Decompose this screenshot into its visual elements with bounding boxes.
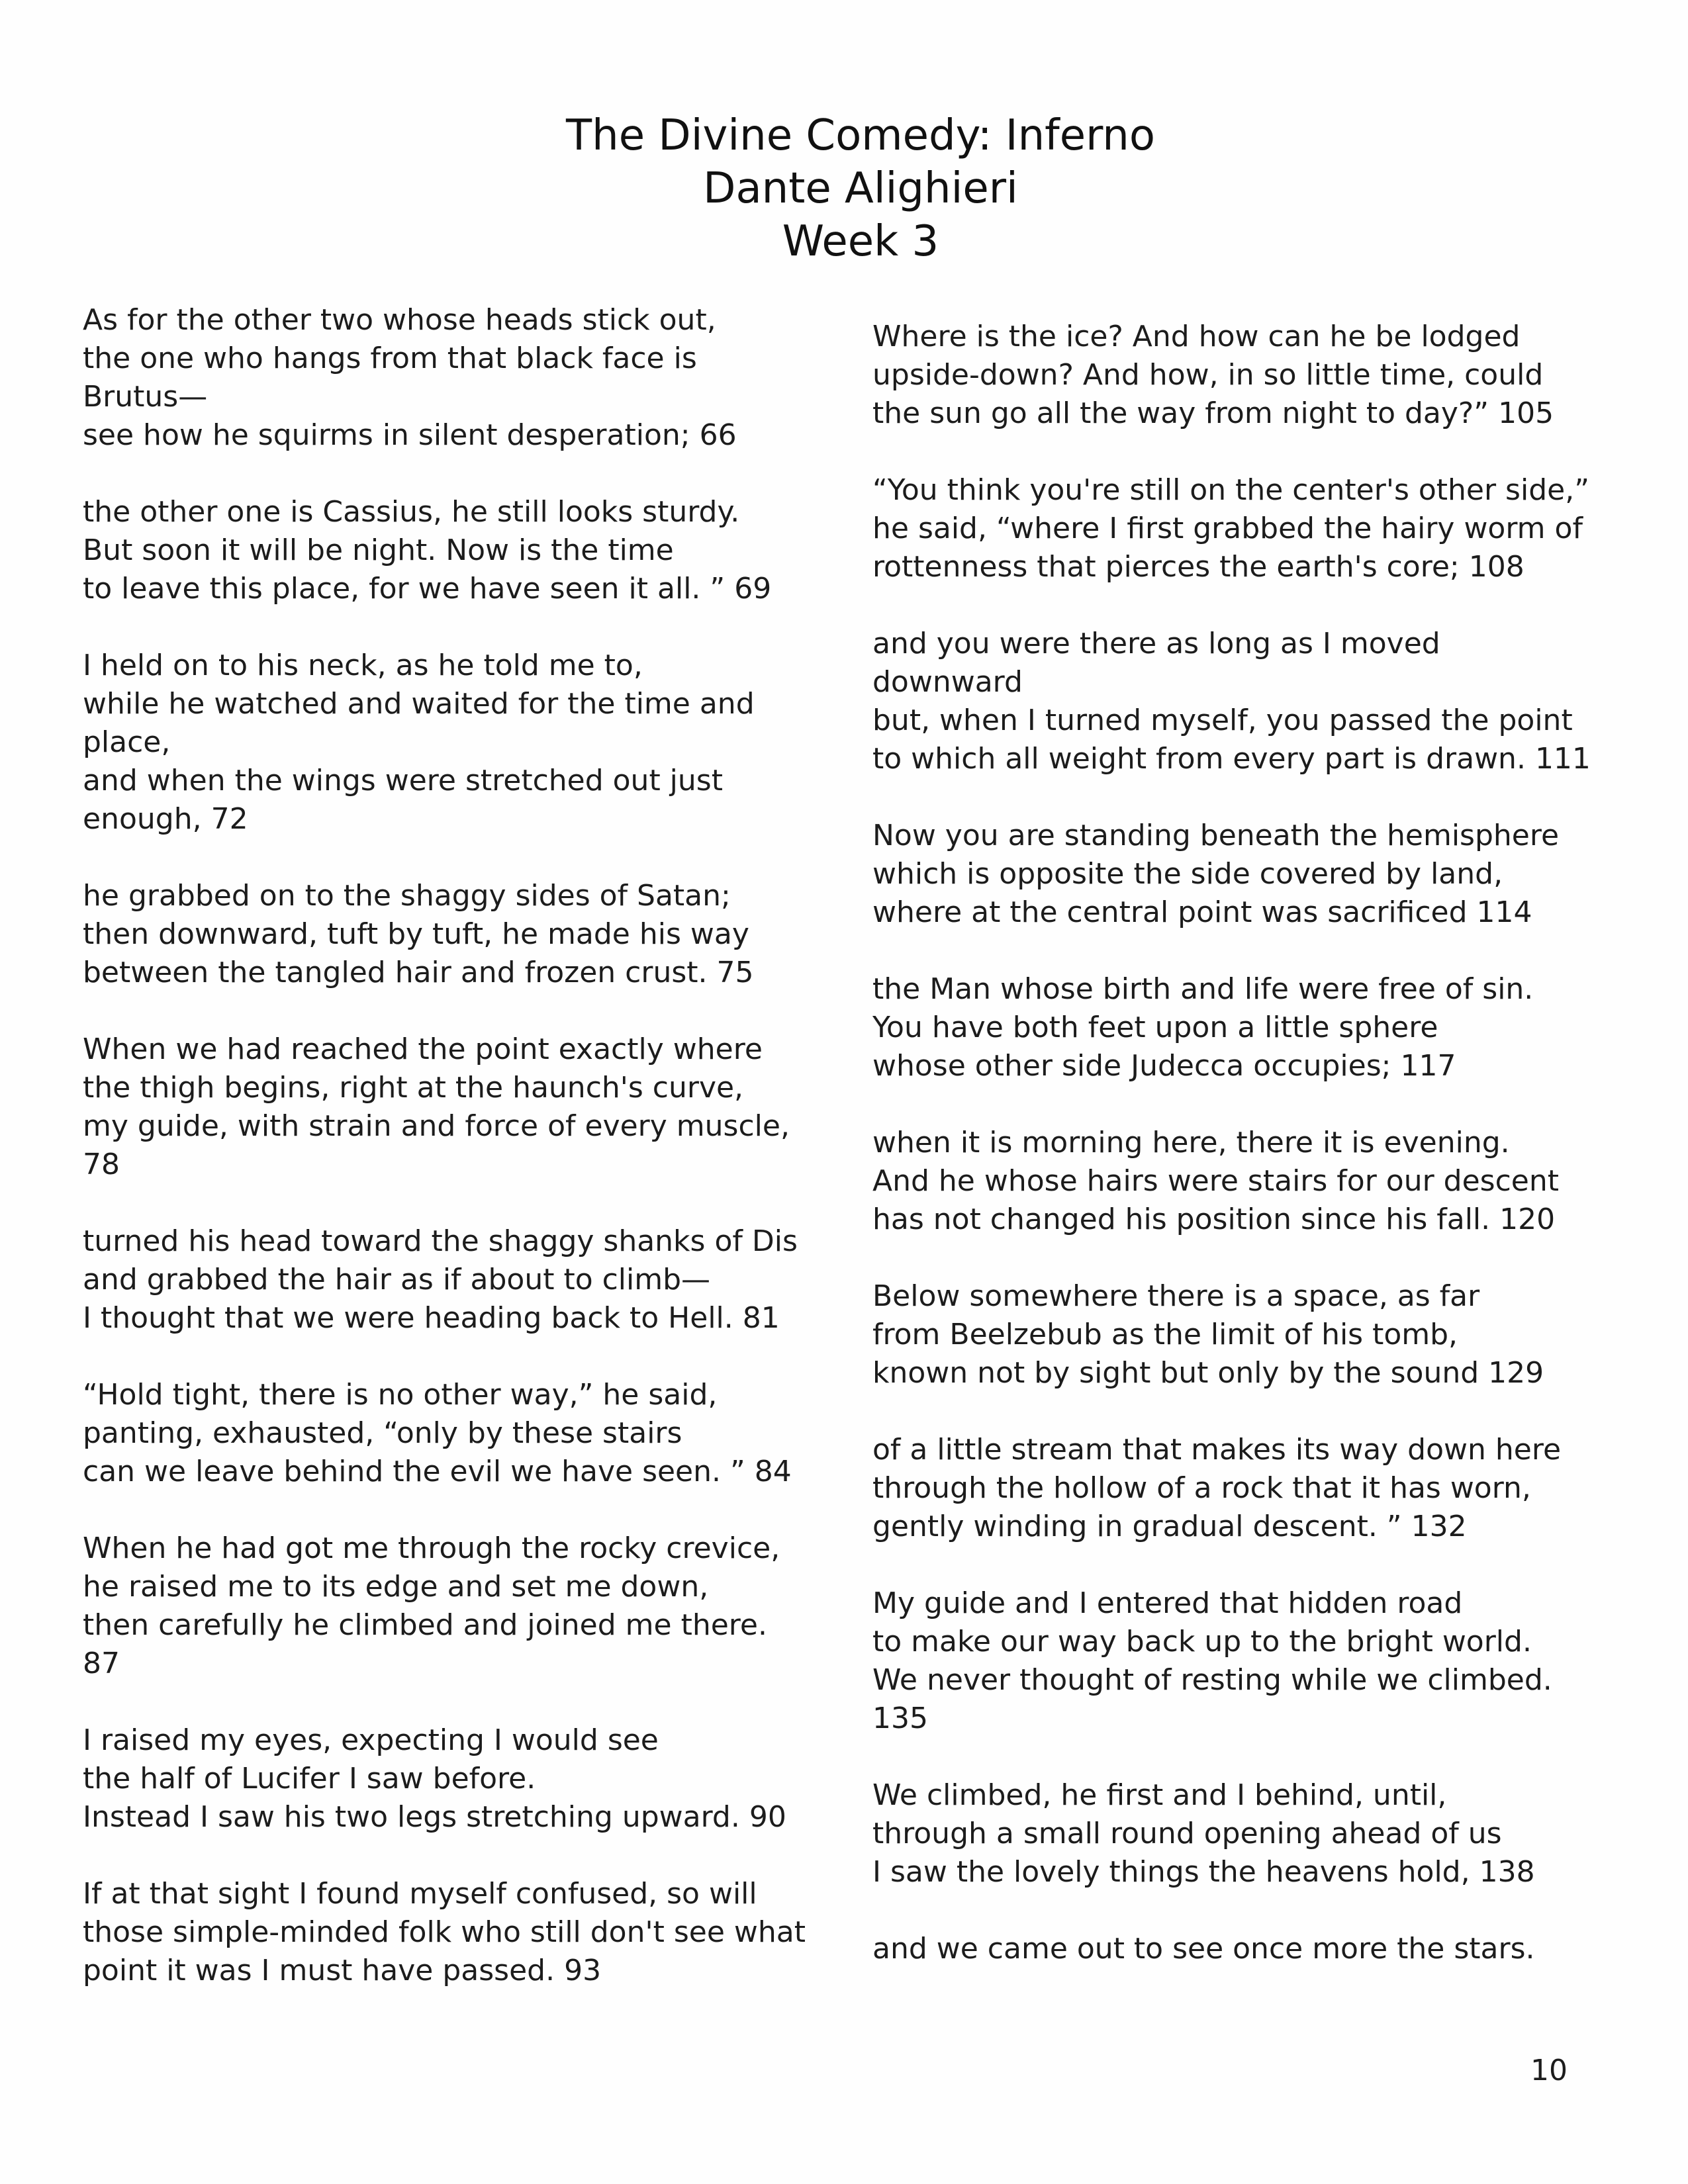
verse-line — [83, 800, 814, 839]
verse-line — [872, 1584, 1607, 1623]
verse-line — [83, 1107, 814, 1146]
verse-text: and we came out to see once more the stars. — [872, 1932, 1535, 1966]
verse-text: place, — [83, 725, 171, 759]
verse-text: to leave this place, for we have seen it all. ” — [83, 572, 726, 606]
verse-line — [872, 1469, 1607, 1508]
line-number: 78 — [83, 1148, 120, 1181]
stanza — [83, 1222, 814, 1338]
verse-line — [83, 723, 814, 762]
verse-text: As for the other two whose heads stick out, — [83, 303, 716, 337]
verse-text: and you were there as long as I moved — [872, 627, 1440, 660]
verse-line — [83, 340, 814, 378]
verse-line — [83, 1875, 814, 1913]
verse-line — [83, 570, 814, 608]
verse-text: the thigh begins, right at the haunch's curve, — [83, 1071, 744, 1105]
left-column — [83, 301, 814, 2028]
verse-text: Below somewhere there is a space, as far — [872, 1279, 1480, 1313]
verse-text: Where is the ice? And how can he be lodged — [872, 320, 1521, 353]
verse-line — [872, 510, 1607, 548]
right-column — [872, 318, 1607, 2007]
verse-line — [83, 1798, 814, 1837]
stanza — [872, 1431, 1607, 1546]
line-number: 138 — [1479, 1855, 1535, 1889]
stanza — [872, 970, 1607, 1085]
verse-text: Brutus— — [83, 380, 208, 414]
verse-text: the Man whose birth and life were free of sin. — [872, 972, 1534, 1006]
verse-line — [872, 625, 1607, 663]
line-number: 93 — [564, 1954, 602, 1987]
stanza — [872, 471, 1607, 586]
verse-line — [83, 531, 814, 570]
stanza — [872, 1776, 1607, 1891]
verse-text: my guide, with strain and force of every muscle, — [83, 1109, 790, 1143]
verse-line — [872, 1354, 1607, 1392]
verse-text: can we leave behind the evil we have seen. ” — [83, 1455, 745, 1488]
verse-text: which is opposite the side covered by land, — [872, 857, 1503, 891]
verse-line — [83, 1721, 814, 1760]
verse-text: and when the wings were stretched out just — [83, 764, 723, 797]
stanza — [83, 1376, 814, 1491]
verse-line — [872, 1124, 1607, 1162]
verse-text: panting, exhausted, “only by these stairs — [83, 1416, 682, 1450]
verse-line — [83, 1030, 814, 1069]
verse-text: of a little stream that makes its way down here — [872, 1433, 1562, 1467]
stanza — [872, 1930, 1607, 1968]
verse-line — [872, 1277, 1607, 1316]
verse-text: Now you are standing beneath the hemisphere — [872, 819, 1560, 852]
verse-text: rottenness that pierces the earth's core; — [872, 550, 1460, 584]
verse-line — [83, 1414, 814, 1453]
verse-line — [83, 416, 814, 455]
document-author: Dante Alighieri — [703, 164, 1018, 213]
verse-line — [872, 663, 1607, 702]
verse-text: then carefully he climbed and joined me there. — [83, 1608, 767, 1642]
verse-text: upside-down? And how, in so little time, could — [872, 358, 1544, 392]
verse-text: to which all weight from every part is drawn. — [872, 742, 1526, 776]
verse-text: known not by sight but only by the sound — [872, 1356, 1479, 1390]
verse-text: when it is morning here, there it is evening. — [872, 1126, 1510, 1160]
verse-text: You have both feet upon a little sphere — [872, 1011, 1438, 1044]
line-number: 135 — [872, 1702, 928, 1735]
verse-text: I saw the lovely things the heavens hold, — [872, 1855, 1470, 1889]
verse-line — [83, 1376, 814, 1414]
verse-line — [872, 1930, 1607, 1968]
line-number: 105 — [1498, 396, 1554, 430]
verse-text: then downward, tuft by tuft, he made his way — [83, 917, 749, 951]
verse-text: We never thought of resting while we climbed. — [872, 1663, 1552, 1697]
line-number: 132 — [1411, 1510, 1467, 1543]
verse-line — [83, 1453, 814, 1491]
verse-line — [872, 1508, 1607, 1546]
verse-text: while he watched and waited for the time and — [83, 687, 755, 721]
verse-line — [872, 1853, 1607, 1891]
verse-text: through the hollow of a rock that it has worn, — [872, 1471, 1531, 1505]
document-header — [530, 109, 1192, 268]
verse-text: the half of Lucifer I saw before. — [83, 1762, 536, 1796]
verse-text: between the tangled hair and frozen crust. — [83, 956, 708, 989]
verse-line — [83, 685, 814, 723]
verse-line — [83, 762, 814, 800]
verse-text: “You think you're still on the center's other side,” — [872, 473, 1589, 507]
verse-text: he raised me to its edge and set me down, — [83, 1570, 709, 1604]
verse-text: gently winding in gradual descent. ” — [872, 1510, 1402, 1543]
line-number: 111 — [1534, 742, 1591, 776]
stanza — [872, 1277, 1607, 1392]
verse-line — [872, 1700, 1607, 1738]
stanza — [83, 1875, 814, 1990]
verse-line — [872, 1316, 1607, 1354]
line-number: 114 — [1476, 895, 1532, 929]
verse-line — [872, 1623, 1607, 1661]
verse-line — [872, 394, 1607, 433]
stanza — [872, 318, 1607, 433]
stanza — [872, 625, 1607, 778]
verse-text: where at the central point was sacrificed — [872, 895, 1468, 929]
line-number: 108 — [1468, 550, 1524, 584]
line-number: 66 — [699, 418, 737, 452]
verse-line — [872, 893, 1607, 932]
verse-text: he grabbed on to the shaggy sides of Satan; — [83, 879, 731, 913]
document-title: The Divine Comedy: Inferno — [566, 111, 1155, 160]
verse-line — [872, 356, 1607, 394]
verse-line — [872, 1776, 1607, 1815]
verse-text: but, when I turned myself, you passed the point — [872, 704, 1573, 737]
verse-text: When he had got me through the rocky crevice, — [83, 1531, 780, 1565]
verse-line — [83, 301, 814, 340]
document-week: Week 3 — [782, 217, 939, 266]
line-number: 75 — [716, 956, 754, 989]
page-number: 10 — [1530, 2054, 1568, 2087]
verse-text: My guide and I entered that hidden road — [872, 1586, 1463, 1620]
verse-line — [872, 817, 1607, 855]
verse-line — [83, 1952, 814, 1990]
line-number: 129 — [1488, 1356, 1544, 1390]
verse-text: has not changed his position since his fall. — [872, 1203, 1491, 1236]
line-number: 120 — [1499, 1203, 1556, 1236]
line-number: 117 — [1400, 1049, 1456, 1083]
verse-line — [83, 1913, 814, 1952]
verse-line — [83, 1760, 814, 1798]
verse-text: If at that sight I found myself confused, so will — [83, 1877, 757, 1911]
stanza — [83, 1721, 814, 1837]
verse-text: and grabbed the hair as if about to climb— — [83, 1263, 711, 1297]
verse-line — [83, 1069, 814, 1107]
verse-line — [872, 740, 1607, 778]
line-number: 90 — [749, 1800, 786, 1834]
line-number: 81 — [742, 1301, 780, 1335]
verse-line — [872, 1047, 1607, 1085]
verse-line — [872, 548, 1607, 586]
stanza — [872, 817, 1607, 932]
verse-line — [872, 702, 1607, 740]
stanza — [83, 1030, 814, 1184]
stanza — [83, 301, 814, 455]
stanza — [83, 1529, 814, 1683]
verse-line — [83, 1222, 814, 1261]
verse-text: those simple-minded folk who still don't see what — [83, 1915, 806, 1949]
stanza — [872, 1584, 1607, 1738]
verse-text: But soon it will be night. Now is the time — [83, 533, 674, 567]
line-number: 84 — [754, 1455, 792, 1488]
verse-line — [83, 1606, 814, 1645]
verse-text: he said, “where I first grabbed the hairy worm of — [872, 512, 1583, 545]
verse-text: I raised my eyes, expecting I would see — [83, 1723, 659, 1757]
line-number: 69 — [734, 572, 772, 606]
verse-text: “Hold tight, there is no other way,” he said, — [83, 1378, 718, 1412]
verse-text: through a small round opening ahead of us — [872, 1817, 1502, 1850]
verse-text: I held on to his neck, as he told me to, — [83, 649, 643, 682]
verse-line — [83, 1299, 814, 1338]
verse-text: turned his head toward the shaggy shanks of Dis — [83, 1224, 798, 1258]
stanza — [83, 647, 814, 839]
verse-line — [872, 1162, 1607, 1201]
verse-line — [872, 1661, 1607, 1700]
verse-line — [872, 1009, 1607, 1047]
verse-text: I thought that we were heading back to Hell. — [83, 1301, 733, 1335]
verse-line — [872, 1431, 1607, 1469]
verse-text: the other one is Cassius, he still looks sturdy. — [83, 495, 740, 529]
verse-line — [83, 647, 814, 685]
verse-line — [83, 493, 814, 531]
verse-text: from Beelzebub as the limit of his tomb, — [872, 1318, 1458, 1351]
verse-line — [83, 1261, 814, 1299]
verse-text: the one who hangs from that black face is — [83, 341, 697, 375]
verse-line — [83, 877, 814, 915]
line-number: 87 — [83, 1647, 120, 1680]
verse-line — [872, 970, 1607, 1009]
verse-text: And he whose hairs were stairs for our descent — [872, 1164, 1559, 1198]
verse-text: to make our way back up to the bright world. — [872, 1625, 1532, 1659]
verse-line — [83, 1645, 814, 1683]
stanza — [872, 1124, 1607, 1239]
verse-text: When we had reached the point exactly where — [83, 1032, 763, 1066]
verse-line — [83, 954, 814, 992]
verse-text: We climbed, he first and I behind, until, — [872, 1778, 1447, 1812]
verse-line — [83, 1568, 814, 1606]
stanza — [83, 493, 814, 608]
verse-text: the sun go all the way from night to day?” — [872, 396, 1489, 430]
verse-line — [83, 378, 814, 416]
verse-line — [83, 1529, 814, 1568]
verse-text: whose other side Judecca occupies; — [872, 1049, 1391, 1083]
verse-text: point it was I must have passed. — [83, 1954, 555, 1987]
verse-line — [872, 855, 1607, 893]
stanza — [83, 877, 814, 992]
verse-line — [83, 1146, 814, 1184]
verse-line — [872, 471, 1607, 510]
verse-line — [872, 318, 1607, 356]
verse-text: downward — [872, 665, 1023, 699]
verse-text: Instead I saw his two legs stretching upward. — [83, 1800, 740, 1834]
verse-line — [872, 1201, 1607, 1239]
verse-line — [872, 1815, 1607, 1853]
verse-line — [83, 915, 814, 954]
line-number: 72 — [211, 802, 248, 836]
verse-text: see how he squirms in silent desperation; — [83, 418, 690, 452]
verse-text: enough, — [83, 802, 202, 836]
